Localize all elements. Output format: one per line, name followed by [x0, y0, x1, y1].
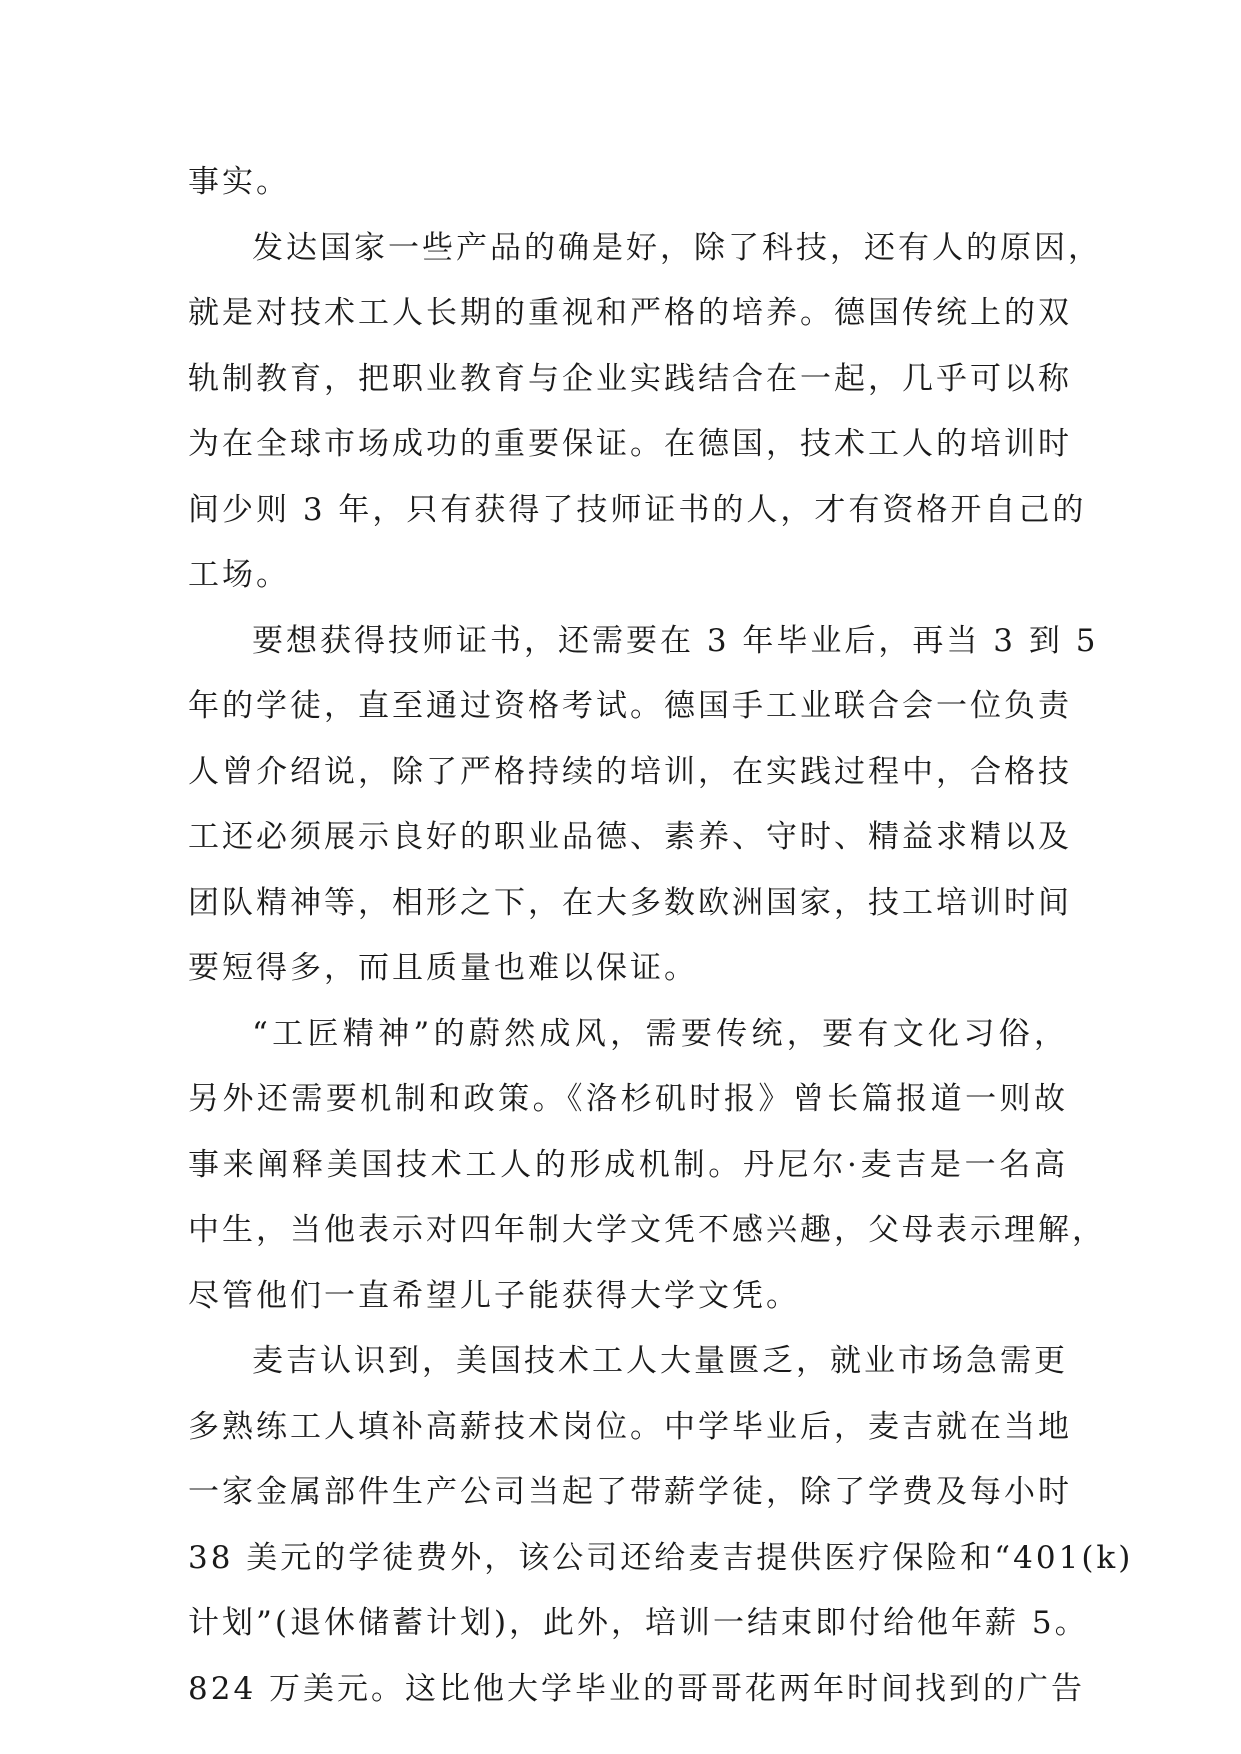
text-line: 另外还需要机制和政策。《洛杉矶时报》曾长篇报道一则故 [188, 1081, 1068, 1117]
text-line: 人曾介绍说，除了严格持续的培训，在实践过程中，合格技 [188, 753, 1072, 790]
text-line: 计划”(退休储蓄计划)，此外，培训一结束即付给他年薪 5。 [188, 1605, 1089, 1641]
text-line: 事来阐释美国技术工人的形成机制。丹尼尔·麦吉是一名高 [188, 1146, 1068, 1183]
text-line: 要短得多，而且质量也难以保证。 [188, 950, 698, 986]
text-line: 要想获得技师证书，还需要在 3 年毕业后，再当 3 到 5 [252, 622, 1099, 659]
text-line: 多熟练工人填补高薪技术岗位。中学毕业后，麦吉就在当地 [188, 1408, 1072, 1445]
text-line: “工匠精神”的蔚然成风，需要传统，要有文化习俗， [252, 1015, 1068, 1052]
body-text [188, 150, 1134, 1722]
text-line: 就是对技术工人长期的重视和严格的培养。德国传统上的双 [188, 295, 1072, 331]
text-line: 38 美元的学徒费外，该公司还给麦吉提供医疗保险和“401(k) [188, 1539, 1134, 1576]
text-line: 团队精神等，相形之下，在大多数欧洲国家，技工培训时间 [188, 884, 1072, 921]
text-line: 事实。 [188, 164, 290, 200]
text-line: 尽管他们一直希望儿子能获得大学文凭。 [188, 1277, 800, 1314]
text-line: 824 万美元。这比他大学毕业的哥哥花两年时间找到的广告 [188, 1670, 1086, 1707]
text-line: 发达国家一些产品的确是好，除了科技，还有人的原因， [252, 229, 1102, 266]
text-line: 间少则 3 年，只有获得了技师证书的人，才有资格开自己的 [188, 491, 1087, 528]
text-line: 年的学徒，直至通过资格考试。德国手工业联合会一位负责 [188, 688, 1072, 724]
text-line: 轨制教育，把职业教育与企业实践结合在一起，几乎可以称 [188, 360, 1072, 397]
text-line: 麦吉认识到，美国技术工人大量匮乏，就业市场急需更 [252, 1343, 1068, 1379]
text-line: 为在全球市场成功的重要保证。在德国，技术工人的培训时 [188, 426, 1072, 462]
text-line: 一家金属部件生产公司当起了带薪学徒，除了学费及每小时 [188, 1474, 1072, 1510]
text-line: 工还必须展示良好的职业品德、素养、守时、精益求精以及 [188, 819, 1072, 855]
text-line: 工场。 [188, 557, 290, 593]
text-line: 中生，当他表示对四年制大学文凭不感兴趣，父母表示理解， [188, 1212, 1106, 1248]
